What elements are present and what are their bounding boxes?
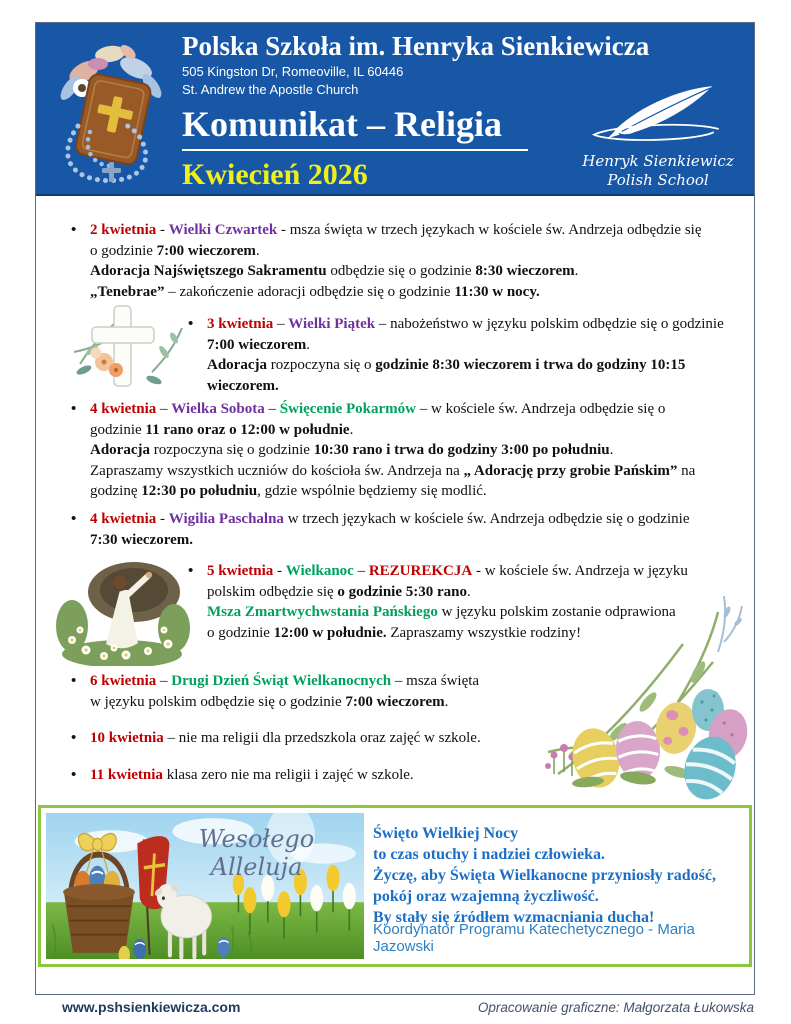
bible-rosary-icon — [40, 27, 182, 191]
greeting-lines: Święto Wielkiej Nocy to czas otuchy i nadziei człowieka. Życzę, aby Święta Wielkanocne przyniosły radość, pokój oraz wzajemną życzliwość. By stały się źródłem wzmacniania ducha! — [373, 825, 716, 926]
notice-10-kwietnia — [68, 728, 588, 749]
easter-eggs-icon — [528, 582, 756, 805]
logo-subtitle: Polish School — [607, 170, 709, 189]
event-text: 5 kwietnia - Wielkanoc – REZUREKCJA - w kościele św. Andrzeja w języku polskim odbędzie się o godzinie 5:30 rano. Msza Zmartwychwstania Pańskiego w języku polskim zostanie odprawiona o godzinie 12:00 w południe. Zapraszamy wszystkie rodziny! — [207, 563, 688, 641]
notice-11-kwietnia — [68, 765, 588, 786]
bullet-icon: • — [188, 316, 194, 332]
easter-basket-photo — [46, 813, 364, 959]
event-drugi-dzien-swiat — [68, 671, 588, 712]
address-line1: 505 Kingston Dr, Romeoville, IL 60446 — [182, 64, 404, 80]
logo-name: Henryk Sienkiewicz — [582, 152, 734, 170]
event-wielki-czwartek — [68, 220, 768, 302]
website-link[interactable]: www.pshsienkiewicza.com — [62, 999, 241, 1015]
event-wigilia-paschalna — [68, 509, 768, 550]
event-text: 10 kwietnia – nie ma religii dla przedszkola oraz zajęć w szkole. — [90, 730, 481, 746]
header-banner — [36, 23, 754, 196]
month-title: Kwiecień 2026 — [182, 158, 368, 192]
bullet-icon: • — [71, 767, 77, 783]
event-text: 3 kwietnia – Wielki Piątek – nabożeństwo w języku polskim odbędzie się o godzinie 7:00 wieczorem. Adoracja rozpoczyna się o godzinie 8:30 wieczorem i trwa do godziny 10:15 wieczorem. — [207, 316, 724, 394]
bullet-icon: • — [71, 730, 77, 746]
event-wielka-sobota — [68, 399, 768, 502]
bullet-icon: • — [188, 563, 194, 579]
jesus-resurrection-icon — [56, 556, 190, 671]
bullet-icon: • — [71, 401, 77, 417]
bullet-icon: • — [71, 222, 77, 238]
event-text: 11 kwietnia klasa zero nie ma religii i zajęć w szkole. — [90, 767, 414, 783]
event-text: 2 kwietnia - Wielki Czwartek - msza święta w trzech językach w kościele św. Andrzeja odbędzie się o godzinie 7:00 wieczorem. Adoracja Najświętszego Sakramentu odbędzie się o godzinie 8:30 wieczorem. „Tenebrae” – zakończenie adoracji odbędzie się o godzinie 11:30 w nocy. — [90, 222, 702, 300]
bullet-icon: • — [71, 511, 77, 527]
school-logo — [572, 83, 744, 190]
event-text: 4 kwietnia - Wigilia Paschalna w trzech językach w kościele św. Andrzeja odbędzie się o godzinie 7:30 wieczorem. — [90, 511, 690, 548]
event-text: 6 kwietnia – Drugi Dzień Świąt Wielkanocnych – msza święta w języku polskim odbędzie się o godzinie 7:00 wieczorem. — [90, 673, 480, 710]
cross-flowers-icon — [58, 300, 190, 400]
page-title: Komunikat – Religia — [182, 102, 528, 152]
school-name: Polska Szkoła im. Henryka Sienkiewicza — [182, 31, 650, 61]
quill-icon — [572, 134, 744, 151]
bullet-icon: • — [71, 673, 77, 689]
greeting-box — [38, 805, 752, 967]
event-wielki-piatek — [185, 314, 765, 396]
event-text: 4 kwietnia – Wielka Sobota – Święcenie Pokarmów – w kościele św. Andrzeja odbędzie się o godzinie 11 rano oraz o 12:00 w południe. Adoracja rozpoczyna się o godzinie 10:30 rano i trwa do godziny 3:00 po południu. Zapraszamy wszystkich uczniów do kościoła św. Andrzeja na „ Adorację przy grobie Pańskim” na godzinę 12:30 po południu, gdzie wspólnie będziemy się modlić. — [90, 401, 696, 499]
coordinator-line: Koordynator Programu Katechetycznego - Maria Jazowski — [373, 921, 695, 955]
graphic-credit: Opracowanie graficzne: Małgorzata Łukowska — [477, 1000, 754, 1015]
address-line2: St. Andrew the Apostle Church — [182, 82, 359, 98]
script-greeting: Wesołego Alleluja — [198, 825, 315, 881]
